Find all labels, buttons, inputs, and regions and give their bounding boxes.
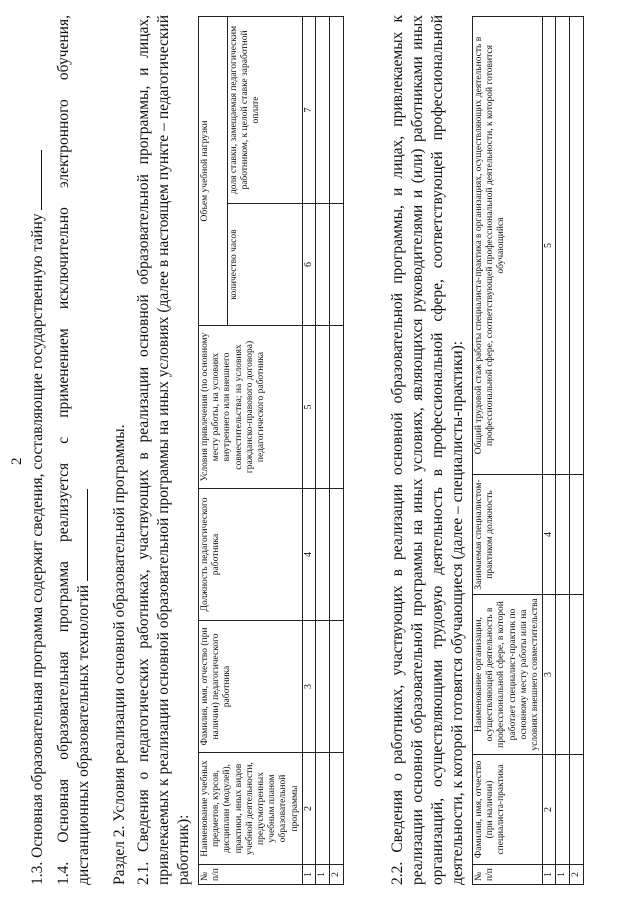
col-number: 2	[302, 753, 315, 865]
header-conditions: Условия привлечения (по основному месту работы, на условиях внутреннего или внешнего совместительства; на условиях гражданско-правового договора) педагогического работника	[199, 326, 303, 489]
section-1-3-text: 1.3. Основная образовательная программа содержит сведения, составляющие государственную тайну	[28, 15, 47, 885]
table-cell	[556, 475, 570, 595]
header-position: Должность педагогического работника	[199, 489, 303, 621]
table-cell	[329, 17, 343, 204]
header-organization: Наименование организации, осуществляющей деятельность в профессиональной сфере, в которой работает специалист-практик по основному месту работы или на условиях внешнего совместительства	[473, 595, 543, 755]
fill-in-line	[87, 489, 88, 581]
section-2-1-text: 2.1. Сведения о педагогических работниках, участвующих в реализации основной образовательной программы, и лицах, привлекаемых к реализации основной образовательной программы на иных условиях (далее в настоящем пункте – педагогический работник):	[135, 15, 192, 885]
header-subjects: Наименование учебных предметов, курсов, дисциплин (модулей), практики, иных видов учебной деятельности, предусмотренных учебным планом образовательной программы	[199, 753, 303, 865]
table-cell	[329, 326, 343, 489]
table-cell	[315, 204, 329, 326]
header-teacher-name: Фамилия, имя, отчество (при наличии) педагогического работника	[199, 621, 303, 753]
table-cell	[315, 489, 329, 621]
col-number: 1	[302, 865, 315, 885]
header-position: Занимаемая специалистом-практиком должность	[473, 475, 543, 595]
table-cell	[329, 489, 343, 621]
header-load-group: Объем учебной нагрузки	[199, 17, 228, 326]
col-number: 3	[543, 595, 556, 755]
table-row	[329, 17, 343, 885]
header-practitioner-name: Фамилия, имя, отчество (при наличии) специалиста-практика	[473, 755, 543, 865]
page-number: 2	[9, 457, 25, 465]
section-1-4-line2: дистанционных образовательных технологий	[74, 15, 93, 885]
header-num: № п/п	[473, 865, 543, 885]
row-num: 2	[329, 865, 343, 885]
table-cell	[556, 755, 570, 865]
header-num: № п/п	[199, 865, 303, 885]
row-num: 1	[556, 865, 570, 885]
table-cell	[315, 326, 329, 489]
table-cell	[556, 17, 570, 475]
table-cell	[315, 17, 329, 204]
section-2-2-text: 2.2. Сведения о работниках, участвующих в реализации основной образовательной программы, и лицах, привлекаемых к реализации основной образовательной программы на иных условиях, являющихся руководителями и (или) работниками иных организаций, осуществляющими трудовую деятельность в профессиональной сфере, соответствующей профессиональной деятельности, к которой готовятся обучающиеся (далее – специалисты-практики):	[389, 15, 466, 885]
table-cell	[329, 621, 343, 753]
table-cell	[329, 753, 343, 865]
table-cell	[570, 17, 584, 475]
table-cell	[315, 621, 329, 753]
section-2-heading: Раздел 2. Условия реализации основной образовательной программы.	[111, 424, 128, 885]
section-1-4-line1: 1.4. Основная образовательная программа реализуется с применением исключительно электронного обучения,	[55, 15, 72, 885]
col-number: 7	[302, 17, 315, 204]
table-row	[570, 17, 584, 885]
row-num: 2	[570, 865, 584, 885]
header-hours: количество часов	[228, 204, 303, 326]
table-cell	[556, 595, 570, 755]
col-number: 4	[543, 475, 556, 595]
table-cell	[329, 204, 343, 326]
col-number: 5	[543, 17, 556, 475]
col-number: 1	[543, 865, 556, 885]
col-number: 6	[302, 204, 315, 326]
table-cell	[570, 595, 584, 755]
table-row	[556, 17, 570, 885]
practitioners-table	[472, 16, 584, 885]
header-rate: доля ставки, замещаемая педагогическим работником, к целой ставке заработной оплате	[228, 17, 303, 204]
col-number: 3	[302, 621, 315, 753]
table-row	[315, 17, 329, 885]
row-num: 1	[315, 865, 329, 885]
col-number: 2	[543, 755, 556, 865]
col-number: 5	[302, 326, 315, 489]
pedagogical-staff-table	[198, 16, 344, 885]
table-cell	[570, 475, 584, 595]
fill-in-line	[41, 150, 42, 210]
col-number: 4	[302, 489, 315, 621]
table-cell	[315, 753, 329, 865]
header-experience: Общий трудовой стаж работы специалиста-практика в организациях, осуществляющих деятельность в профессиональной сфере, соответствующей профессиональной деятельности, к которой готовится обучающийся	[473, 17, 543, 475]
table-cell	[570, 755, 584, 865]
